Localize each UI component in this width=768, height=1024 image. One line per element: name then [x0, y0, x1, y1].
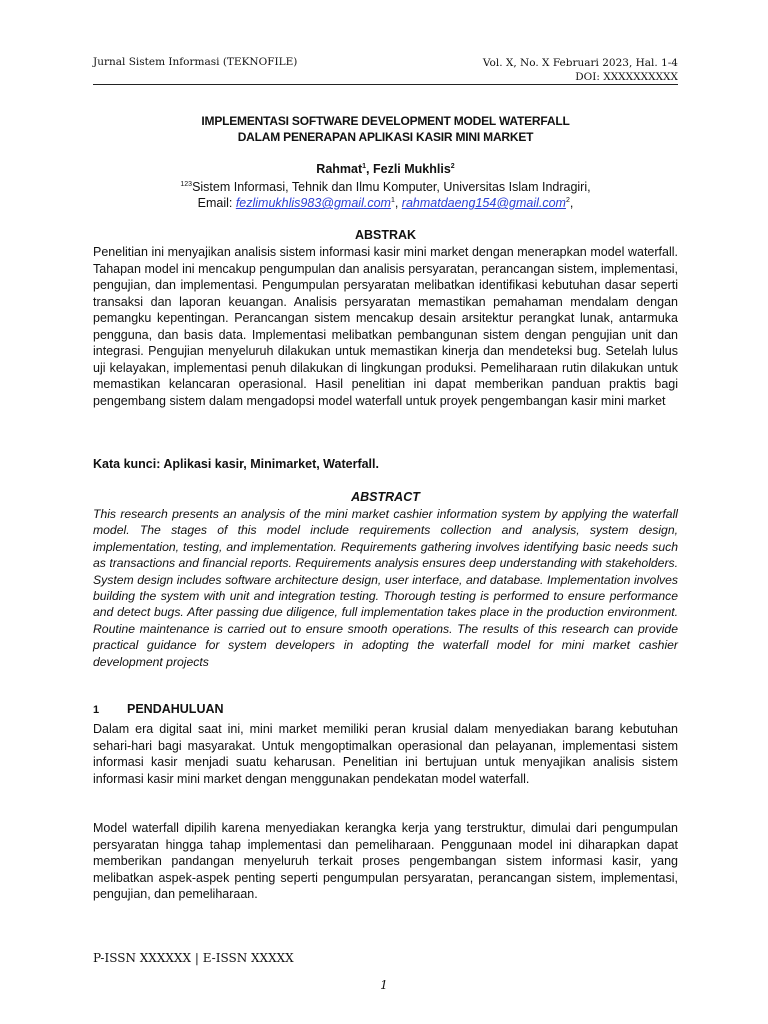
- affiliation: Sistem Informasi, Tehnik dan Ilmu Komputer, Universitas Islam Indragiri,: [192, 180, 591, 194]
- page-number: 1: [380, 978, 388, 992]
- author-2: Fezli Mukhlis: [373, 162, 451, 176]
- section-1-paragraph-1: Dalam era digital saat ini, mini market memiliki peran krusial dalam menyediakan barang kebutuhan sehari-hari bagi masyarakat. Untuk mengoptimalkan operasional dan pelayanan, implementasi sistem informasi kasir menjadi suatu keharusan. Penelitian ini bertujuan untuk menyajikan analisis sistem informasi kasir mini market dengan menggunakan pendekatan model waterfall.: [93, 722, 678, 786]
- author-2-sup: 2: [450, 162, 455, 170]
- email-2-sup: 2: [565, 196, 570, 204]
- email-label: Email:: [197, 196, 236, 210]
- doi-info: DOI: XXXXXXXXXX: [575, 71, 678, 83]
- section-1-heading: [93, 702, 224, 716]
- email-1-sup: 1: [390, 196, 395, 204]
- email-separator: ,: [394, 196, 402, 210]
- paper-title: [93, 113, 678, 145]
- affiliation-line: [93, 179, 678, 195]
- section-1-title: PENDAHULUAN: [127, 702, 224, 716]
- title-line-2: DALAM PENERAPAN APLIKASI KASIR MINI MARKET: [237, 130, 534, 144]
- keywords: Kata kunci: Aplikasi kasir, Minimarket, Waterfall.: [93, 457, 379, 471]
- abstrak-heading: ABSTRAK: [354, 228, 417, 242]
- issn-footer: P-ISSN XXXXXX | E-ISSN XXXXX: [93, 951, 294, 965]
- section-1-paragraph-2: Model waterfall dipilih karena menyediakan kerangka kerja yang terstruktur, dimulai dari pengumpulan persyaratan hingga tahap implementasi dan pemeliharaan. Penggunaan model ini diharapkan dapat memberikan pandangan menyeluruh terkait proses pengembangan sistem informasi kasir, yang melibatkan aspek-aspek penting seperti pengumpulan persyaratan, perancangan sistem, implementasi, pengujian, dan pemeliharaan.: [93, 821, 678, 901]
- abstrak-text: Penelitian ini menyajikan analisis sistem informasi kasir mini market dengan menerapkan model waterfall. Tahapan model ini mencakup pengumpulan dan analisis persyaratan, perancangan sistem, implementasi, pengujian, dan implementasi. Pengumpulan persyaratan melibatkan identifikasi kebutuhan dasar seperti transaksi dan laporan keuangan. Analisis persyaratan memastikan pemahaman mendalam dengan pemangku kepentingan. Perancangan sistem mencakup desain arsitektur perangkat lunak, antarmuka pengguna, dan basis data. Implementasi melibatkan pembangunan sistem dengan pengujian unit dan integrasi. Pengujian menyeluruh dilakukan untuk memastikan kinerja dan mendeteksi bug. Setelah lulus uji kelayakan, implementasi penuh dilakukan di lingkungan produksi. Pemeliharaan rutin dilakukan untuk memastikan kelancaran operasional. Hasil penelitian ini dapat memberikan panduan praktis bagi pengembang sistem dalam mengadopsi model waterfall untuk proyek pengembangan kasir mini market: [93, 245, 678, 408]
- header-meta: [483, 56, 678, 84]
- email-link-2[interactable]: rahmatdaeng154@gmail.com: [401, 196, 566, 210]
- abstract-heading: ABSTRACT: [351, 490, 420, 504]
- affiliation-sup: 123: [180, 180, 193, 188]
- affiliation-block: [93, 179, 678, 211]
- email-line: [93, 195, 678, 211]
- volume-info: Vol. X, No. X Februari 2023, Hal. 1-4: [482, 57, 678, 69]
- section-1-number: 1: [93, 704, 100, 716]
- header-divider: [93, 84, 678, 85]
- author-1-sup: 1: [362, 162, 367, 170]
- journal-name: Jurnal Sistem Informasi (TEKNOFILE): [93, 56, 298, 68]
- author-separator: ,: [366, 162, 373, 176]
- author-1: Rahmat: [316, 162, 363, 176]
- email-link-1[interactable]: fezlimukhlis983@gmail.com: [235, 196, 391, 210]
- abstract-text: This research presents an analysis of the mini market cashier information system by applying the waterfall model. The stages of this model include requirements collection and analysis, system design, implementation, testing, and implementation. Requirements gathering involves identifying basic needs such as transactions and financial reports. Requirements analysis ensures deep understanding with stakeholders. System design includes software architecture design, user interface, and database. Implementation involves building the system with unit and integration testing. Thorough testing is performed to ensure performance and detect bugs. After passing due diligence, full implementation takes place in the production environment. Routine maintenance is carried out to ensure smooth operations. The results of this research can provide practical guidance for system developers in adopting the waterfall model for mini market cashier development projects: [93, 507, 678, 669]
- title-line-1: IMPLEMENTASI SOFTWARE DEVELOPMENT MODEL WATERFALL: [201, 114, 570, 128]
- author-list: [93, 162, 678, 176]
- email-end: ,: [569, 196, 574, 210]
